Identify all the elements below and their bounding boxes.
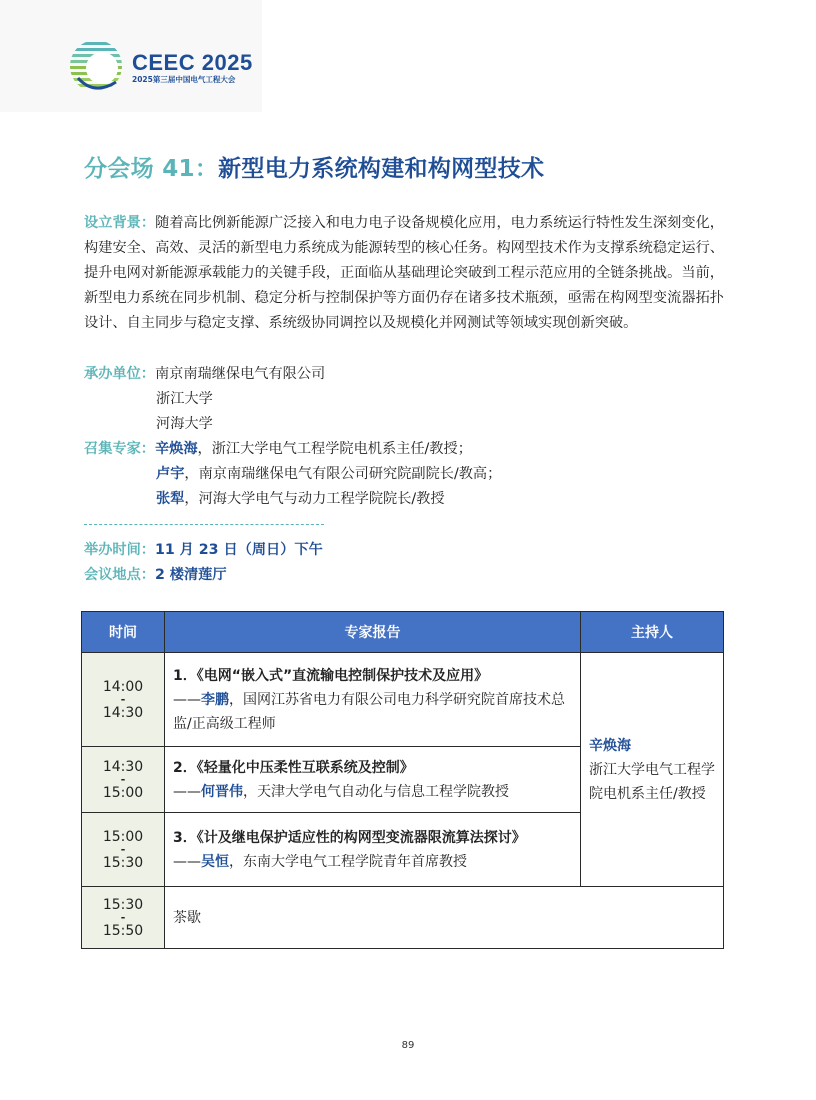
end-time: 15:30 bbox=[102, 854, 144, 871]
time-cell bbox=[82, 747, 165, 813]
organizers-label: 承办单位： bbox=[84, 366, 155, 382]
report-speaker-line bbox=[173, 780, 572, 804]
page-number: 89 bbox=[401, 1040, 415, 1051]
report-title: 2．《轻量化中压柔性互联系统及控制》 bbox=[173, 759, 414, 776]
time-separator: - bbox=[120, 910, 126, 924]
expert-name: 张犁 bbox=[156, 491, 185, 507]
host-cell bbox=[581, 653, 724, 887]
time-cell bbox=[82, 887, 165, 949]
schedule-table bbox=[81, 611, 724, 949]
venue-row bbox=[84, 563, 227, 588]
expert-row bbox=[156, 487, 445, 512]
logo-subtitle: 2025第三届中国电气工程大会 bbox=[132, 75, 236, 84]
break-cell: 茶歇 bbox=[165, 887, 724, 949]
logo-title: CEEC 2025 bbox=[132, 50, 253, 75]
header-time: 时间 bbox=[82, 612, 165, 653]
organizer-item: 南京南瑞继保电气有限公司 bbox=[154, 366, 326, 382]
header-report: 专家报告 bbox=[165, 612, 581, 653]
background-label: 设立背景： bbox=[84, 215, 156, 231]
time-label: 举办时间： bbox=[84, 542, 155, 558]
speaker-name: 吴恒 bbox=[201, 853, 229, 870]
expert-name: 卢宇 bbox=[156, 466, 185, 482]
ceec-logo-icon bbox=[68, 38, 124, 94]
venue-value: 2 楼清莲厅 bbox=[154, 567, 227, 583]
expert-desc: ，河海大学电气与动力工程学院院长/教授 bbox=[184, 491, 445, 507]
report-cell bbox=[165, 747, 581, 813]
venue-label: 会议地点： bbox=[84, 567, 155, 583]
end-time: 15:00 bbox=[102, 784, 144, 801]
host-name: 辛焕海 bbox=[589, 737, 631, 754]
speaker-affiliation: ，国网江苏省电力有限公司电力科学研究院首席技术总监/正高级工程师 bbox=[173, 691, 565, 732]
dash: —— bbox=[173, 691, 201, 708]
organizer-row bbox=[84, 362, 325, 387]
header-host: 主持人 bbox=[581, 612, 724, 653]
time-separator: - bbox=[120, 772, 126, 786]
report-title: 1．《电网“嵌入式”直流输电控制保护技术及应用》 bbox=[173, 667, 489, 684]
speaker-affiliation: ，天津大学电气自动化与信息工程学院教授 bbox=[243, 783, 509, 800]
table-header-row bbox=[82, 612, 724, 653]
report-speaker-line bbox=[173, 688, 572, 736]
time-value: 11 月 23 日（周日）下午 bbox=[154, 542, 323, 558]
expert-name: 辛焕海 bbox=[154, 441, 198, 457]
speaker-name: 李鹏 bbox=[201, 691, 229, 708]
time-separator: - bbox=[120, 842, 126, 856]
time-cell bbox=[82, 653, 165, 747]
speaker-affiliation: ，东南大学电气工程学院青年首席教授 bbox=[229, 853, 467, 870]
report-cell bbox=[165, 653, 581, 747]
session-number: 分会场 41： bbox=[84, 156, 219, 182]
host-affiliation: 浙江大学电气工程学院电机系主任/教授 bbox=[589, 761, 715, 802]
experts-label: 召集专家： bbox=[84, 441, 155, 457]
end-time: 15:50 bbox=[102, 922, 144, 939]
organizer-item: 浙江大学 bbox=[156, 391, 213, 407]
dash: —— bbox=[173, 783, 201, 800]
organizer-item: 河海大学 bbox=[156, 416, 213, 432]
speaker-name: 何晋伟 bbox=[201, 783, 243, 800]
start-time: 14:00 bbox=[102, 678, 144, 695]
report-speaker-line bbox=[173, 850, 572, 874]
table-row-break bbox=[82, 887, 724, 949]
table-row bbox=[82, 653, 724, 747]
report-title: 3．《计及继电保护适应性的构网型变流器限流算法探讨》 bbox=[173, 829, 526, 846]
dashed-divider bbox=[84, 524, 324, 525]
start-time: 15:00 bbox=[102, 828, 144, 845]
background-paragraph bbox=[84, 211, 724, 336]
start-time: 15:30 bbox=[102, 896, 144, 913]
expert-desc: ，南京南瑞继保电气有限公司研究院副院长/教高； bbox=[184, 466, 502, 482]
dash: —— bbox=[173, 853, 201, 870]
time-cell bbox=[82, 813, 165, 887]
report-cell bbox=[165, 813, 581, 887]
background-text: 随着高比例新能源广泛接入和电力电子设备规模化应用，电力系统运行特性发生深刻变化，构建安全、高效、灵活的新型电力系统成为能源转型的核心任务。构网型技术作为支撑系统稳定运行、提升电网对新能源承载能力的关键手段，正面临从基础理论突破到工程示范应用的全链条挑战。当前，新型电力系统在同步机制、稳定分析与控制保护等方面仍存在诸多技术瓶颈，亟需在构网型变流器拓扑设计、自主同步与稳定支撑、系统级协同调控以及规模化并网测试等领域实现创新突破。 bbox=[84, 215, 724, 331]
page-title bbox=[84, 150, 544, 183]
start-time: 14:30 bbox=[102, 758, 144, 775]
expert-desc: ，浙江大学电气工程学院电机系主任/教授； bbox=[197, 441, 472, 457]
expert-row bbox=[156, 462, 501, 487]
end-time: 14:30 bbox=[102, 704, 144, 721]
expert-row bbox=[84, 437, 472, 462]
header-band bbox=[0, 0, 262, 112]
session-name: 新型电力系统构建和构网型技术 bbox=[218, 156, 545, 182]
time-row bbox=[84, 538, 323, 563]
time-separator: - bbox=[120, 692, 126, 706]
